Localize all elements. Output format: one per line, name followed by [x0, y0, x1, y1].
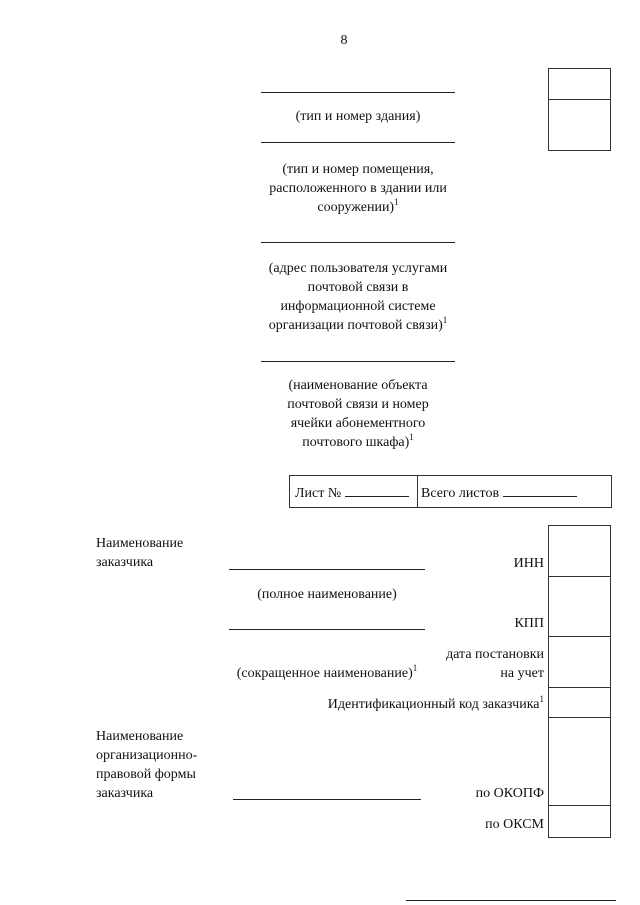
footnote-mark: 1 [409, 432, 414, 442]
postal-input-line[interactable] [261, 361, 455, 362]
address-input-line[interactable] [261, 242, 455, 243]
sheet-number-line[interactable] [345, 482, 409, 497]
page-number: 8 [340, 33, 348, 48]
footnote-mark: 1 [442, 315, 448, 325]
postal-caption: (наименование объекта почтовой связи и номер ячейки абонементного почтового шкафа)$^1$ [287, 378, 429, 450]
code-box-divider [548, 717, 610, 718]
building-input-line[interactable] [261, 92, 455, 93]
room-caption: (тип и номер помещения, расположенного в здании или сооружении)$^1$ [269, 162, 447, 215]
code-box-divider [548, 687, 610, 688]
code-box-divider [548, 805, 610, 806]
total-sheets-field[interactable]: Всего листов [421, 482, 577, 503]
footnote-mark: 1 [394, 197, 399, 207]
bottom-rule [406, 900, 616, 901]
customer-short-name-line[interactable] [229, 629, 425, 630]
footnote-mark: 1 [539, 694, 544, 704]
total-sheets-line[interactable] [503, 482, 577, 497]
code-box-top [548, 68, 611, 151]
registration-date-label: дата постановки на учет [446, 647, 544, 681]
legal-form-input-line[interactable] [233, 799, 421, 800]
customer-full-name-line[interactable] [229, 569, 425, 570]
room-input-line[interactable] [261, 142, 455, 143]
footnote-mark: 1 [412, 663, 418, 673]
okopf-label: по ОКОПФ [475, 786, 544, 801]
address-caption: (адрес пользователя услугами почтовой связи в информационной системе организации почтовой связи)$^1$ [268, 261, 448, 333]
sheet-number-field[interactable]: Лист № [295, 482, 409, 503]
kpp-label: КПП [514, 616, 544, 631]
short-name-caption: (сокращенное наименование)$^1$ [236, 663, 418, 681]
code-box-divider [548, 576, 610, 577]
customer-id-code-label: Идентификационный код заказчика$^1$ [327, 694, 544, 712]
sheet-box-divider [417, 475, 418, 507]
code-box-divider [548, 636, 610, 637]
customer-name-label: Наименование заказчика [96, 536, 184, 570]
building-caption: (тип и номер здания) [295, 109, 421, 124]
inn-label: ИНН [513, 556, 544, 571]
code-box-top-divider [548, 99, 610, 100]
oksm-label: по ОКСМ [485, 817, 544, 832]
code-box-customer [548, 525, 611, 838]
legal-form-label: Наименование организационно- правовой формы заказчика [96, 729, 198, 801]
full-name-caption: (полное наименование) [257, 587, 397, 602]
